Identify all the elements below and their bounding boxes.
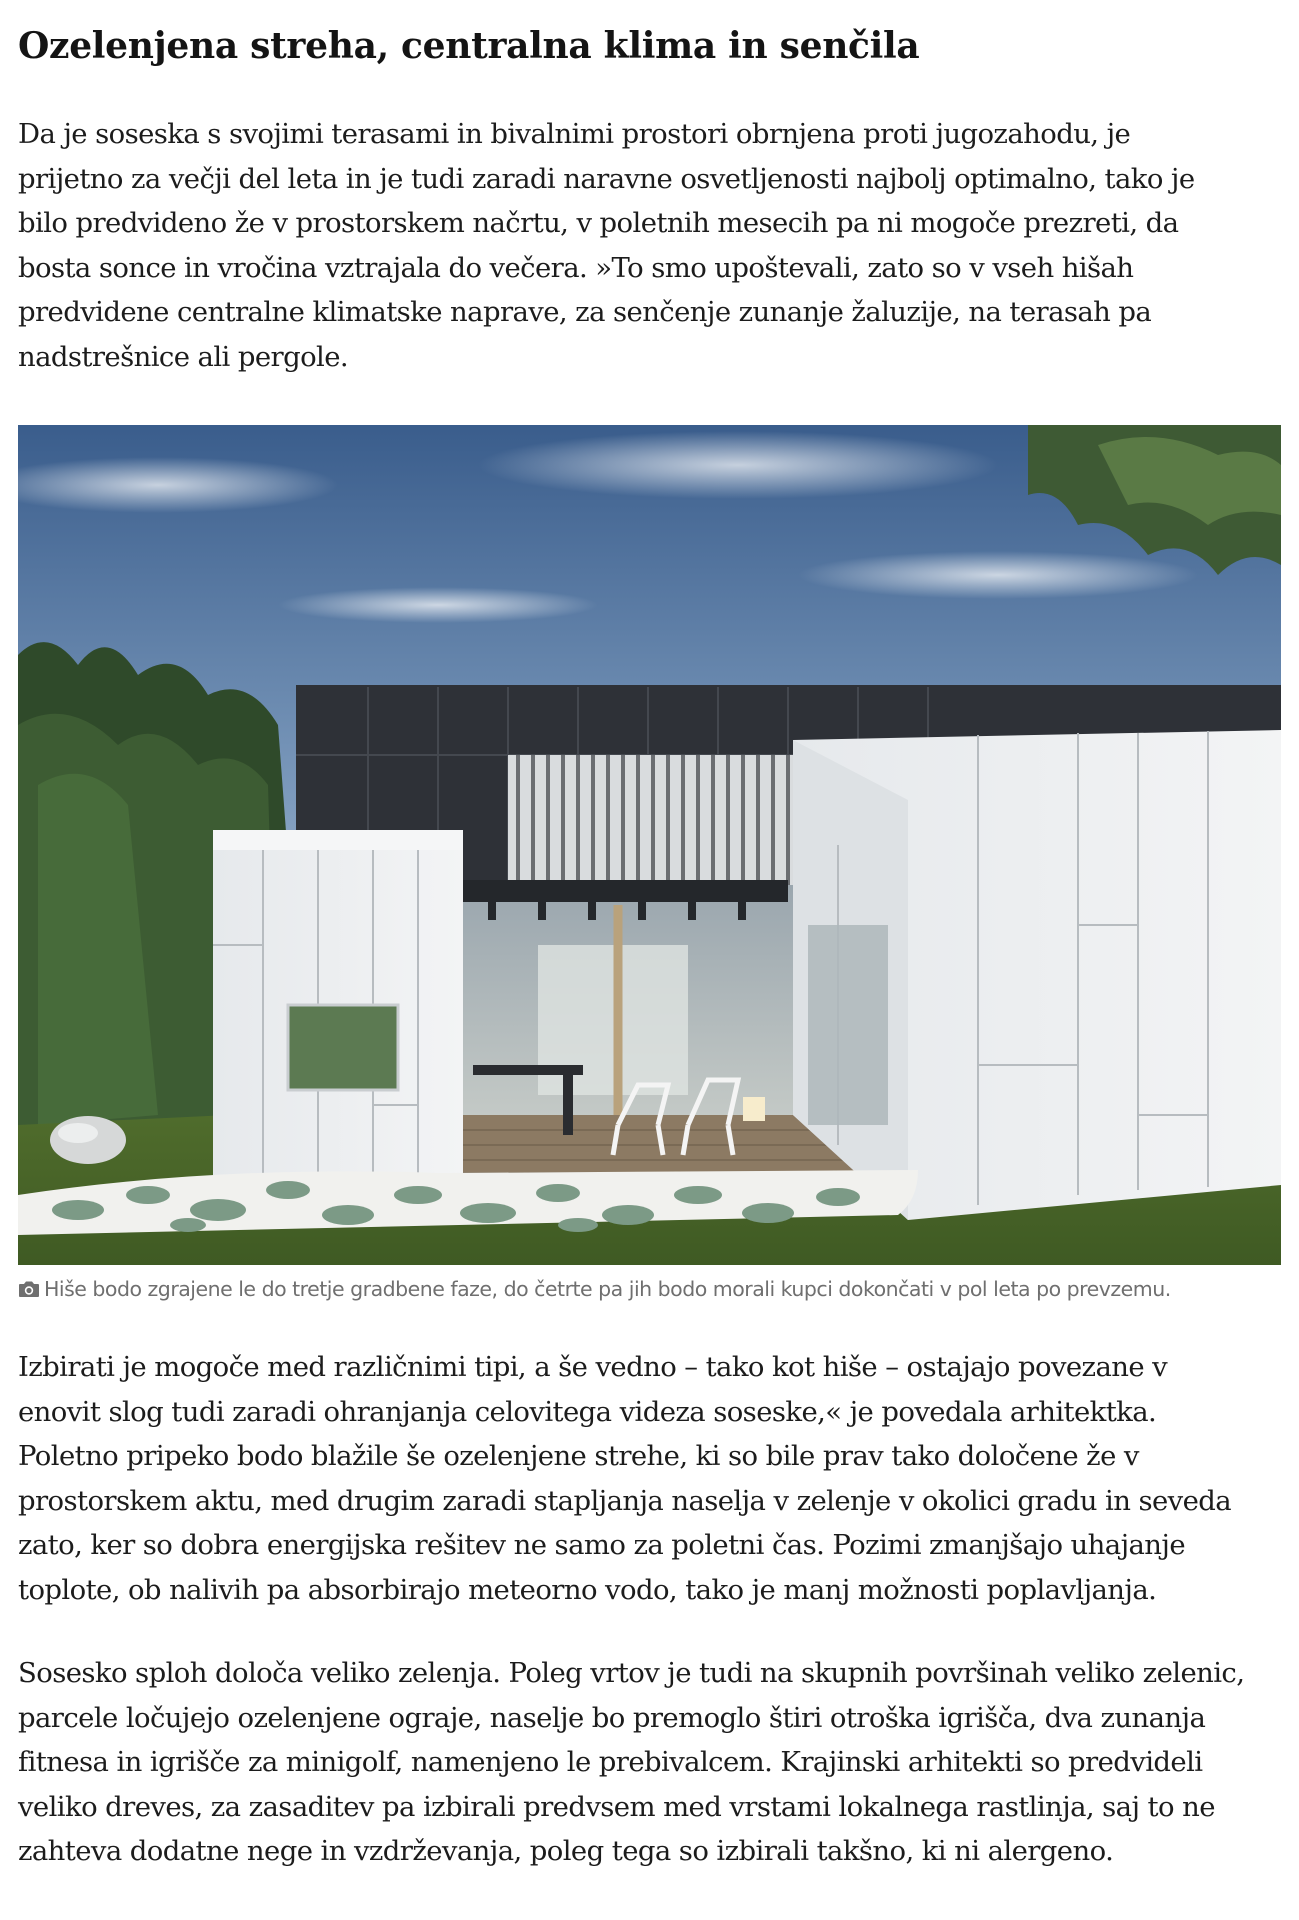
paragraph-line: toplote, ob nalivih pa absorbirajo meteorno vodo, tako je manj možnosti poplavljanja. (18, 1573, 1157, 1606)
paragraph-line: Poletno pripeko bodo blažile še ozelenjene strehe, ki so bile prav tako določene že v (18, 1440, 1139, 1472)
paragraph-3 (18, 1651, 1244, 1874)
paragraph-line: bilo predvideno že v prostorskem načrtu, v poletnih mesecih pa ni mogoče prezreti, da (18, 207, 1179, 239)
camera-icon (18, 1277, 40, 1305)
paragraph-2 (18, 1345, 1231, 1612)
paragraph-line: fitnesa in igrišče za minigolf, namenjeno le prebivalcem. Krajinski arhitekti so predvideli (18, 1746, 1203, 1778)
paragraph-line: Sosesko sploh določa veliko zelenja. Poleg vrtov je tudi na skupnih površinah veliko zelenic, (18, 1657, 1245, 1689)
paragraph-1 (18, 112, 1195, 379)
paragraph-line: nadstrešnice ali pergole. (18, 340, 349, 373)
paragraph-line: zahteva dodatne nege in vzdrževanja, poleg tega so izbirali takšno, ki ni alergeno. (18, 1835, 1114, 1867)
paragraph-line: bosta sonce in vročina vztrajala do večera. »To smo upoštevali, zato so v vseh hišah (18, 251, 1134, 284)
paragraph-line: predvidene centralne klimatske naprave, za senčenje zunanje žaluzije, na terasah pa (18, 296, 1152, 328)
paragraph-line: Da je soseska s svojimi terasami in bivalnimi prostori obrnjena proti jugozahodu, je (18, 118, 1131, 150)
paragraph-line: prijetno za večji del leta in je tudi zaradi naravne osvetljenosti najbolj optimalno, tako je (18, 162, 1195, 195)
paragraph-line: enovit slog tudi zaradi ohranjanja celovitega videza soseske,« je povedala arhitektka. (18, 1395, 1157, 1428)
article (18, 0, 1281, 1867)
paragraph-line: zato, ker so dobra energijska rešitev ne samo za poletni čas. Pozimi zmanjšajo uhajanje (18, 1529, 1186, 1561)
paragraph-line: veliko dreves, za zasaditev pa izbirali predvsem med vrstami lokalnega rastlinja, saj to ne (18, 1790, 1215, 1823)
paragraph-line: Izbirati je mogoče med različnimi tipi, a še vedno – tako kot hiše – ostajajo povezane v (18, 1351, 1168, 1383)
house-rendering-image[interactable] (18, 425, 1281, 1265)
caption-text: Hiše bodo zgrajene le do tretje gradbene faze, do četrte pa jih bodo morali kupci dokončati v pol leta po prevzemu. (44, 1277, 1171, 1301)
image-caption (18, 1275, 1281, 1305)
paragraph-line: prostorskem aktu, med drugim zaradi stapljanja naselja v zelenje v okolici gradu in seveda (18, 1484, 1232, 1517)
paragraph-line: parcele ločujejo ozelenjene ograje, naselje bo premoglo štiri otroška igrišča, dva zunanja (18, 1701, 1206, 1734)
article-heading: Ozelenjena streha, centralna klima in senčila (18, 25, 920, 67)
